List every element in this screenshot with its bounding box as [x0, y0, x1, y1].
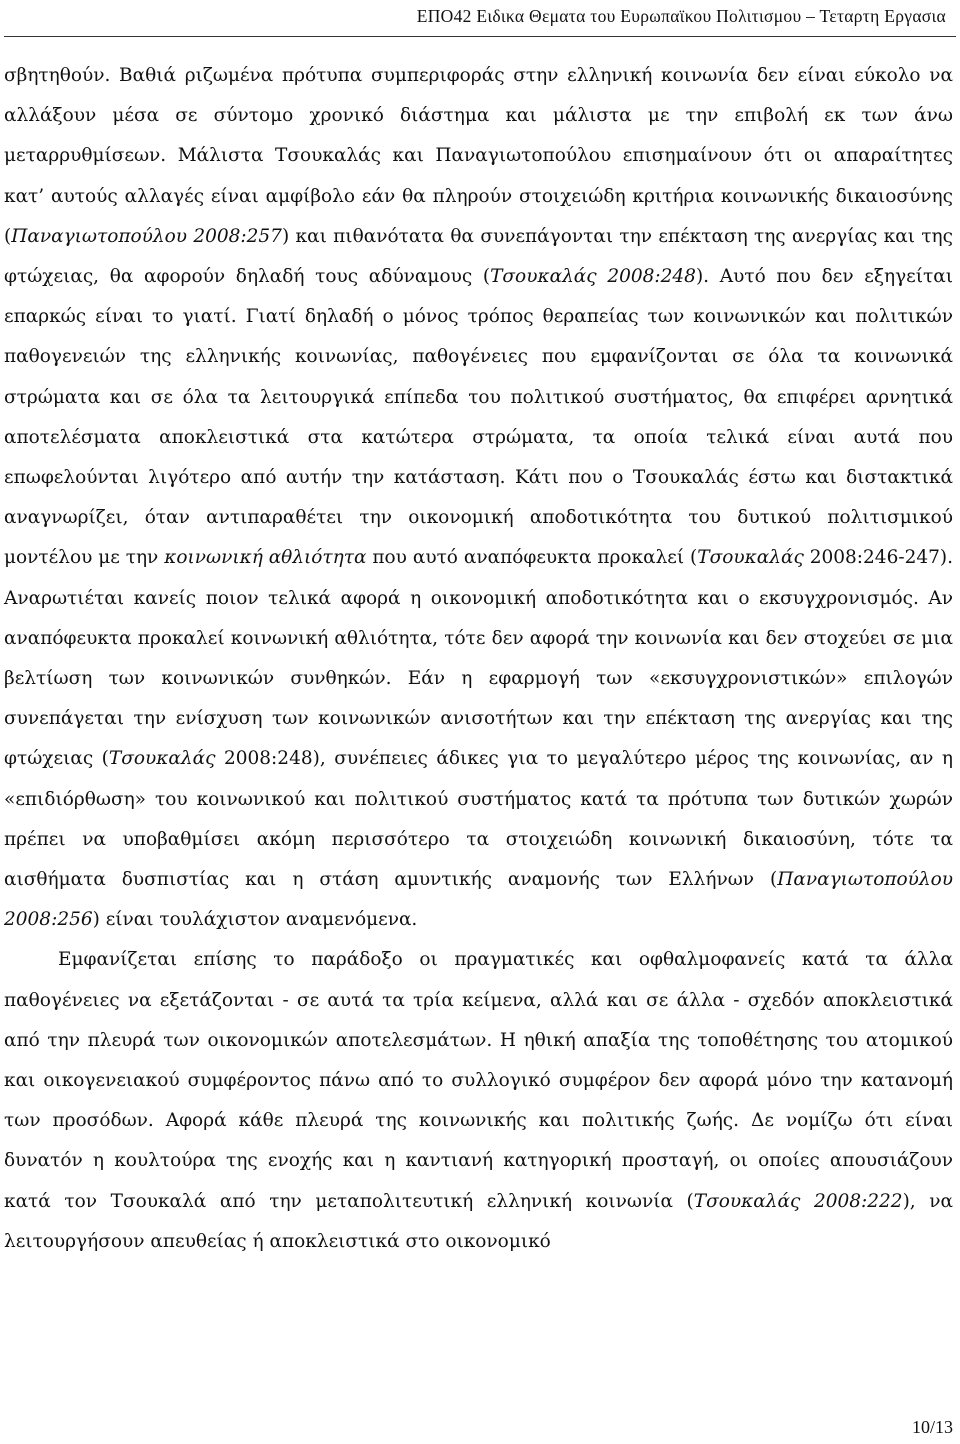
- citation-text: Τσουκαλάς: [108, 748, 216, 770]
- text-run: που αυτό αναπόφευκτα προκαλεί (: [366, 547, 698, 569]
- text-run: ). Αυτό που δεν εξηγείται επαρκώς είναι το γιατί. Γιατί δηλαδή ο μόνος τρόπος θεραπείας των κοινωνικών και πολιτικών παθογενειών της ελληνικής κοινωνίας, παθογένειες που εμφανίζονται σε όλα τα κοινωνικά στρώματα και σε όλα τα λειτουργικά επίπεδα του πολιτικού συστήματος, θα επιφέρει αρνητικά αποτελέσματα αποκλειστικά στα κατώτερα στρώματα, τα οποία τελικά είναι αυτά που επωφελούνται λιγότερο από αυτήν την κατάσταση. Κάτι που ο Τσουκαλάς έστω και διστακτικά αναγνωρίζει, όταν αντιπαραθέτει την οικονομική αποδοτικότητα του δυτικού πολιτισμικού μοντέλου με την: [4, 266, 953, 569]
- header-divider: [4, 36, 956, 37]
- paragraph: [4, 56, 953, 940]
- text-run: ) είναι τουλάχιστον αναμενόμενα.: [92, 909, 418, 931]
- citation-text: Παναγιωτοπούλου 2008:256: [4, 869, 953, 931]
- citation-text: κοινωνική αθλιότητα: [164, 547, 367, 569]
- citation-text: Τσουκαλάς: [697, 547, 804, 569]
- page-number: 10/13: [911, 1417, 953, 1437]
- text-run: 2008:246-247). Αναρωτιέται κανείς ποιον τελικά αφορά η οικονομική αποδοτικότητα και ο εκσυγχρονισμός. Αν αναπόφευκτα προκαλεί κοινωνική αθλιότητα, τότε δεν αφορά την κοινωνία και δεν στοχεύει σε μια βελτίωση των κοινωνικών συνθηκών. Εάν η εφαρμογή των «εκσυγχρονιστικών» επιλογών συνεπάγεται την ενίσχυση των κοινωνικών ανισοτήτων και την επέκταση της ανεργίας και της φτώχειας (: [4, 547, 953, 770]
- document-body: [4, 56, 953, 1262]
- text-run: ), να λειτουργήσουν απευθείας ή αποκλειστικά στο οικονομικό: [4, 1190, 954, 1252]
- text-run: ) και πιθανότατα θα συνεπάγονται την επέκταση της ανεργίας και της φτώχειας, θα αφορούν δηλαδή τους αδύναμους (: [4, 225, 953, 288]
- paragraph: [4, 940, 953, 1262]
- text-run: Εμφανίζεται επίσης το παράδοξο οι πραγματικές και οφθαλμοφανείς κατά τα άλλα παθογένειες να εξετάζονται - σε αυτά τα τρία κείμενα, αλλά και σε άλλα - σχεδόν αποκλειστικά από την πλευρά των οικονομικών αποτελεσμάτων. Η ηθική απαξία της τοποθέτησης του ατομικού και οικογενειακού συμφέροντος πάνω από το συλλογικό συμφέρον δεν αφορά μόνο την κατανομή των προσόδων. Αφορά κάθε πλευρά της κοινωνικής και πολιτικής ζωής. Δε νομίζω ότι είναι δυνατόν η κουλτούρα της ενοχής και η καντιανή κατηγορική προσταγή, οι οποίες απουσιάζουν κατά τον Τσουκαλά από την μεταπολιτευτική ελληνική κοινωνία (: [4, 949, 953, 1212]
- text-run: σβητηθούν. Βαθιά ριζωμένα πρότυπα συμπεριφοράς στην ελληνική κοινωνία δεν είναι εύκολο να αλλάξουν μέσα σε σύντομο χρονικό διάστημα και μάλιστα με την επιβολή εκ των άνω μεταρρυθμίσεων. Μάλιστα Τσουκαλάς και Παναγιωτοπούλου επισημαίνουν ότι οι απαραίτητες κατ’ αυτούς αλλαγές είναι αμφίβολο εάν θα πληρούν στοιχειώδη κριτήρια κοινωνικής δικαιοσύνης (: [4, 65, 953, 247]
- running-header: ΕΠΟ42 Ειδικα Θεματα του Ευρωπαϊκου Πολιτισμου – Τεταρτη Εργασια: [416, 6, 946, 26]
- citation-text: Παναγιωτοπούλου 2008:257: [11, 225, 282, 247]
- text-run: 2008:248), συνέπειες άδικες για το μεγαλύτερο μέρος της κοινωνίας, αν η «επιδιόρθωση» του κοινωνικού και πολιτικού συστήματος κατά τα πρότυπα των δυτικών χωρών πρέπει να υποβαθμίσει ακόμη περισσότερο τα στοιχειώδη κοινωνική δικαιοσύνη, τότε τα αισθήματα δυσπιστίας και η στάση αμυντικής αναμονής των Ελλήνων (: [4, 748, 953, 891]
- citation-text: Τσουκαλάς 2008:222: [693, 1190, 903, 1212]
- citation-text: Τσουκαλάς 2008:248: [490, 266, 696, 288]
